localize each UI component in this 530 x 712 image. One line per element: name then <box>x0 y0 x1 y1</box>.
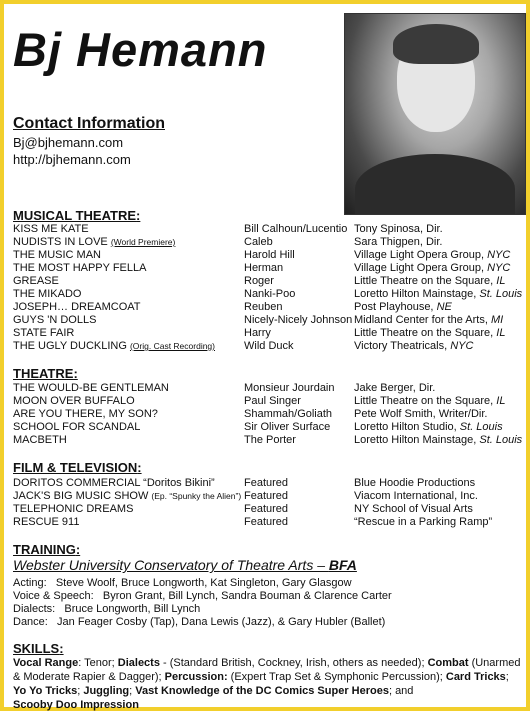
credit-venue: Tony Spinosa, Dir. <box>354 223 443 235</box>
skill-label: Vast Knowledge of the DC Comics Super Heroes <box>135 685 389 697</box>
credit-role: Featured <box>244 477 289 489</box>
credit-role: Herman <box>244 262 284 274</box>
credit-show: SCHOOL FOR SCANDAL <box>13 421 141 433</box>
training-text: Steve Woolf, Bruce Longworth, Kat Singleton, Gary Glasgow <box>55 577 352 589</box>
credit-show: THE MUSIC MAN <box>13 249 101 261</box>
training-line <box>13 603 200 615</box>
credit-row <box>13 223 528 237</box>
credit-role: Roger <box>244 275 274 287</box>
film-tv-title: FILM & TELEVISION <box>13 460 138 475</box>
credit-role: Monsieur Jourdain <box>244 382 335 394</box>
credit-row <box>13 262 528 276</box>
training-title: TRAINING <box>13 542 76 557</box>
skills-paragraph: Vocal Range: Tenor; Dialects - (Standard British, Cockney, Irish, others as needed); Combat (Unarmed & Moderate Rapier & Dagger); Percussion: (Expert Trap Set & Symphonic Percussion); Card Tricks; Yo Yo Tricks; Juggling; Vast Knowledge of the DC Comics Super Heroes; and Scooby Doo Impression <box>13 657 521 711</box>
credit-role: Nanki-Poo <box>244 288 296 300</box>
credit-venue: Little Theatre on the Square, <box>354 395 497 407</box>
credit-role: Paul Singer <box>244 395 301 407</box>
credit-venue: Victory Theatricals, <box>354 340 451 352</box>
credit-location: St. Louis <box>479 434 523 446</box>
musical-theatre-colon: : <box>136 208 141 223</box>
training-text: Byron Grant, Bill Lynch, Sandra Bouman & Clarence Carter <box>102 590 392 602</box>
credit-row <box>13 288 528 302</box>
training-school <box>13 557 357 573</box>
credit-row <box>13 477 528 491</box>
school-name: Webster University Conservatory of Theatre Arts – <box>13 557 329 573</box>
credit-location: NYC <box>487 262 511 274</box>
credit-show: GUYS 'N DOLLS <box>13 314 97 326</box>
theatre-heading <box>13 366 78 381</box>
credit-show: MOON OVER BUFFALO <box>13 395 135 407</box>
skill-label: Combat <box>427 657 469 669</box>
skill-label: Vocal Range <box>13 657 79 669</box>
skill-label: Yo Yo Tricks <box>13 685 78 697</box>
credit-show: ARE YOU THERE, MY SON? <box>13 408 158 420</box>
training-label: Voice & Speech: <box>13 590 94 602</box>
film-tv-heading <box>13 460 142 475</box>
skill-label: Juggling <box>83 685 130 697</box>
training-line <box>13 590 392 602</box>
contact-email[interactable]: Bj@bjhemann.com <box>13 135 124 150</box>
credit-show: KISS ME KATE <box>13 223 89 235</box>
training-label: Dialects: <box>13 603 56 615</box>
credit-show: DORITOS COMMERCIAL “Doritos Bikini” <box>13 477 215 489</box>
contact-website[interactable]: http://bjhemann.com <box>13 152 131 167</box>
credit-row <box>13 327 528 341</box>
credit-venue: Little Theatre on the Square, <box>354 327 497 339</box>
training-colon: : <box>75 542 81 557</box>
credit-venue: Blue Hoodie Productions <box>354 477 476 489</box>
training-line <box>13 616 385 628</box>
credit-location: NYC <box>450 340 474 352</box>
credit-venue: Loretto Hilton Studio, <box>354 421 460 433</box>
credit-role: Bill Calhoun/Lucentio <box>244 223 348 235</box>
credit-location: St. Louis <box>479 288 523 300</box>
skill-label: Percussion: <box>164 671 228 683</box>
skills-title: SKILLS <box>13 641 60 656</box>
credit-show: THE WOULD-BE GENTLEMAN <box>13 382 169 394</box>
headshot-photo <box>344 13 526 215</box>
musical-theatre-heading <box>13 208 140 223</box>
credit-role: Reuben <box>244 301 283 313</box>
credit-location: St. Louis <box>459 421 503 433</box>
credit-location: MI <box>490 314 504 326</box>
photo-shirt <box>355 154 515 215</box>
credit-show: MACBETH <box>13 434 67 446</box>
credit-show: THE MIKADO <box>13 288 82 300</box>
theatre-colon: : <box>73 366 78 381</box>
credit-row <box>13 434 528 448</box>
credit-role: Sir Oliver Surface <box>244 421 331 433</box>
credit-role: Featured <box>244 490 289 502</box>
credit-location: IL <box>496 327 506 339</box>
actor-name: Bj Hemann <box>13 23 268 76</box>
credit-row <box>13 503 528 517</box>
credit-venue: Loretto Hilton Mainstage, <box>354 288 480 300</box>
credit-location: IL <box>496 275 506 287</box>
credit-note: (World Premiere) <box>110 237 176 247</box>
credit-show: RESCUE 911 <box>13 516 80 528</box>
training-label: Dance: <box>13 616 48 628</box>
credit-row <box>13 249 528 263</box>
credit-role: Shammah/Goliath <box>244 408 333 420</box>
film-tv-colon: : <box>137 460 142 475</box>
credit-role: Harold Hill <box>244 249 295 261</box>
training-text: Jan Feager Cosby (Tap), Dana Lewis (Jazz), & Gary Hubler (Ballet) <box>57 616 386 628</box>
credit-row <box>13 301 528 315</box>
credit-location: IL <box>496 395 506 407</box>
credit-row <box>13 340 528 354</box>
credit-note: (Ep. “Spunky the Alien”) <box>151 491 242 501</box>
skills-heading <box>13 641 64 656</box>
credit-venue: Loretto Hilton Mainstage, <box>354 434 480 446</box>
credit-role: Featured <box>244 503 289 515</box>
credit-show: STATE FAIR <box>13 327 75 339</box>
skill-label: Scooby Doo Impression <box>13 699 139 711</box>
degree: BFA <box>328 557 357 573</box>
credit-role: Caleb <box>244 236 273 248</box>
credit-role: Nicely-Nicely Johnson <box>244 314 353 326</box>
credit-location: NE <box>436 301 452 313</box>
credit-venue: NY School of Visual Arts <box>354 503 473 515</box>
credit-show: JACK'S BIG MUSIC SHOW <box>13 490 149 502</box>
credit-venue: Viacom International, Inc. <box>354 490 478 502</box>
credit-row <box>13 516 528 530</box>
credit-venue: Village Light Opera Group, <box>354 262 488 274</box>
credit-row <box>13 275 528 289</box>
training-heading <box>13 542 80 557</box>
credit-row <box>13 236 528 250</box>
credit-role: Wild Duck <box>244 340 294 352</box>
credit-row <box>13 490 528 504</box>
musical-theatre-title: MUSICAL THEATRE <box>13 208 137 223</box>
credit-show: THE UGLY DUCKLING <box>13 340 127 352</box>
skills-colon: : <box>59 641 64 656</box>
credit-row <box>13 382 528 396</box>
credit-role: Harry <box>244 327 271 339</box>
credit-venue: “Rescue in a Parking Ramp” <box>354 516 493 528</box>
credit-row <box>13 408 528 422</box>
contact-heading: Contact Information <box>13 115 165 132</box>
credit-row <box>13 395 528 409</box>
credit-show: GREASE <box>13 275 59 287</box>
skill-label: Card Tricks <box>445 671 506 683</box>
credit-note: (Orig. Cast Recording) <box>129 341 215 351</box>
credit-venue: Sara Thigpen, Dir. <box>354 236 443 248</box>
credit-role: Featured <box>244 516 289 528</box>
credit-venue: Midland Center for the Arts, <box>354 314 491 326</box>
credit-location: NYC <box>487 249 511 261</box>
skill-label: Dialects <box>117 657 160 669</box>
credit-venue: Pete Wolf Smith, Writer/Dir. <box>354 408 488 420</box>
credit-venue: Little Theatre on the Square, <box>354 275 497 287</box>
credit-show: JOSEPH… DREAMCOAT <box>13 301 141 313</box>
training-text: Bruce Longworth, Bill Lynch <box>64 603 201 615</box>
credit-show: THE MOST HAPPY FELLA <box>13 262 147 274</box>
training-label: Acting: <box>13 577 47 589</box>
credit-venue: Village Light Opera Group, <box>354 249 488 261</box>
credit-role: The Porter <box>244 434 296 446</box>
photo-hair <box>393 24 479 64</box>
training-line <box>13 577 352 589</box>
credit-show: TELEPHONIC DREAMS <box>13 503 134 515</box>
credit-row <box>13 314 528 328</box>
credit-venue: Jake Berger, Dir. <box>354 382 436 394</box>
theatre-title: THEATRE <box>13 366 74 381</box>
credit-row <box>13 421 528 435</box>
credit-venue: Post Playhouse, <box>354 301 437 313</box>
credit-show: NUDISTS IN LOVE <box>13 236 108 248</box>
